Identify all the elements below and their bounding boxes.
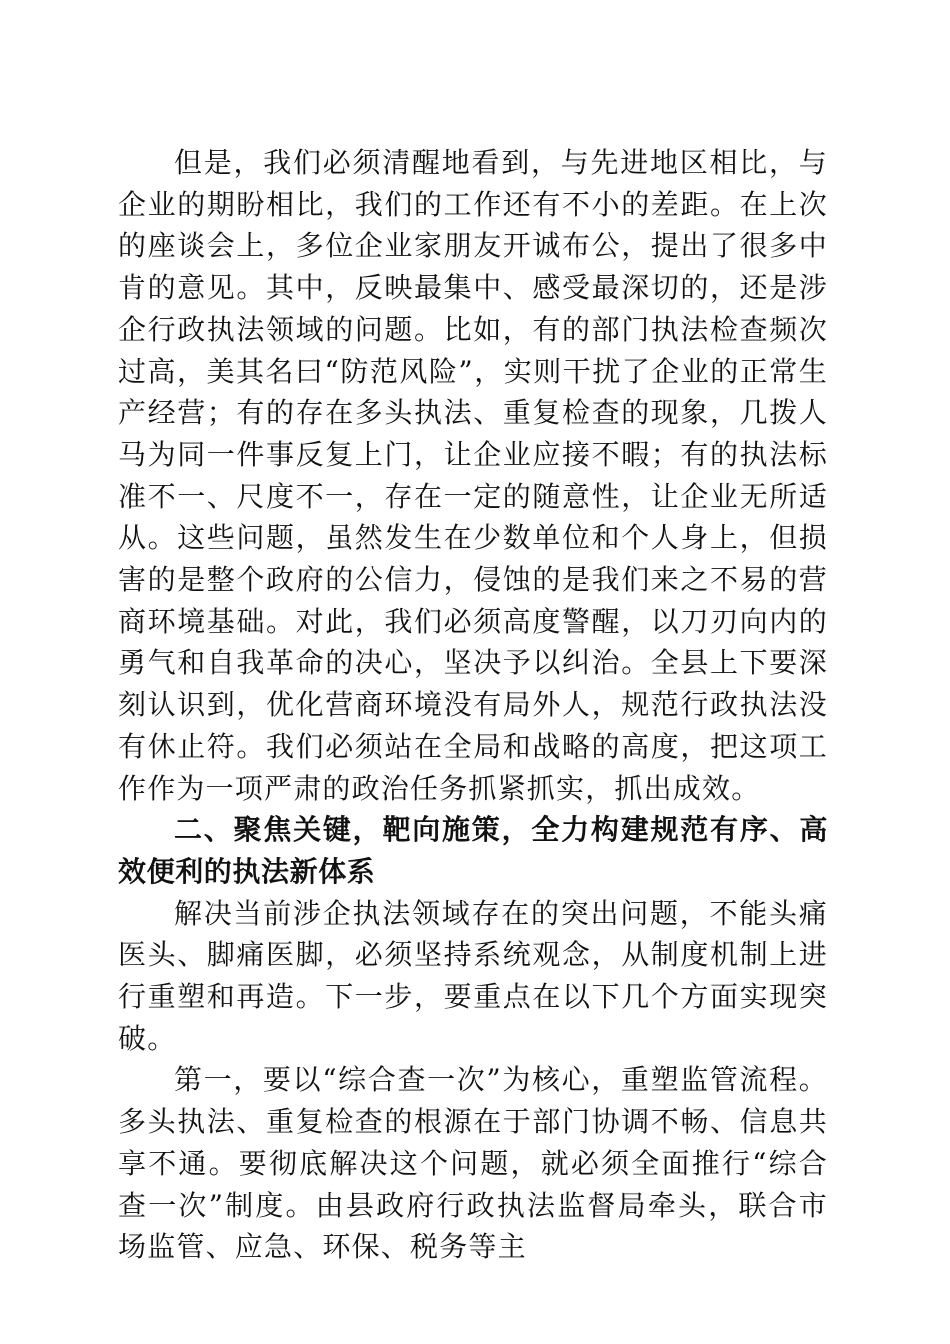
paragraph-first-measure: 第一，要以“综合查一次”为核心，重塑监管流程。多头执法、重复检查的根源在于部门协调不畅、信息共享不通。要彻底解决这个问题，就必须全面推行“综合查一次”制度。由县政府行政执法监督局牵头，联合市场监管、应急、环保、税务等主 [118,1063,828,1264]
paragraph-system-approach: 解决当前涉企执法领域存在的突出问题，不能头痛医头、脚痛医脚，必须坚持系统观念，从制度机制上进行重塑和再造。下一步，要重点在以下几个方面实现突破。 [118,896,828,1055]
document-body [118,142,828,1268]
section-heading-two: 二、聚焦关键，靶向施策，全力构建规范有序、高效便利的执法新体系 [118,813,828,888]
paragraph-gap-analysis: 但是，我们必须清醒地看到，与先进地区相比，与企业的期盼相比，我们的工作还有不小的差距。在上次的座谈会上，多位企业家朋友开诚布公，提出了很多中肯的意见。其中，反映最集中、感受最深切的，还是涉企行政执法领域的问题。比如，有的部门执法检查频次过高，美其名曰“防范风险”，实则干扰了企业的正常生产经营；有的存在多头执法、重复检查的现象，几拨人马为同一件事反复上门，让企业应接不暇；有的执法标准不一、尺度不一，存在一定的随意性，让企业无所适从。这些问题，虽然发生在少数单位和个人身上，但损害的是整个政府的公信力，侵蚀的是我们来之不易的营商环境基础。对此，我们必须高度警醒，以刀刃向内的勇气和自我革命的决心，坚决予以纠治。全县上下要深刻认识到，优化营商环境没有局外人，规范行政执法没有休止符。我们必须站在全局和战略的高度，把这项工作作为一项严肃的政治任务抓紧抓实，抓出成效。 [118,146,828,805]
